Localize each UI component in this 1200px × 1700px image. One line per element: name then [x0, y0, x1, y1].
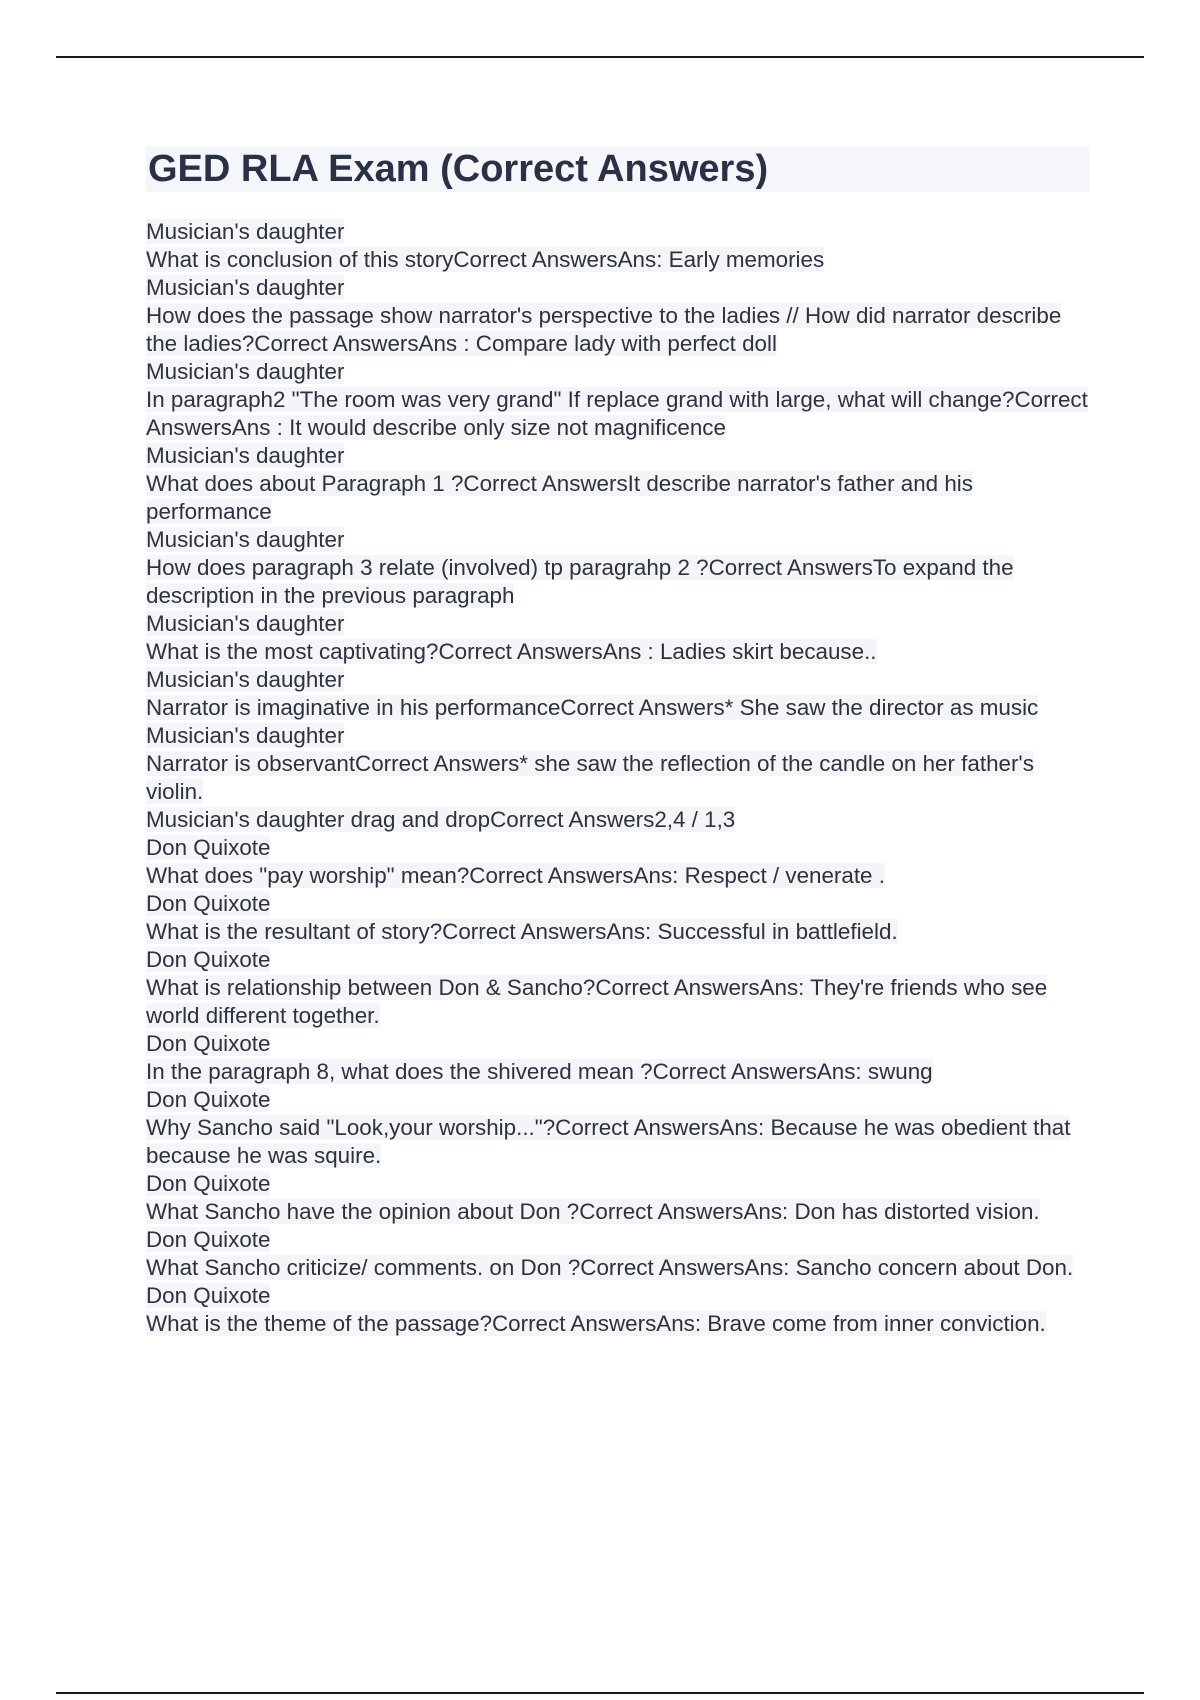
entry-question-answer: What is the resultant of story?Correct AnswersAns: Successful in battlefield.: [146, 919, 898, 944]
entry-question-answer: What is the most captivating?Correct AnswersAns : Ladies skirt because..: [146, 639, 877, 664]
page-title: GED RLA Exam (Correct Answers): [146, 146, 1090, 192]
entry-question-answer: Why Sancho said "Look,your worship..."?Correct AnswersAns: Because he was obedient that because he was squire.: [146, 1115, 1071, 1168]
entry-question-answer: In paragraph2 "The room was very grand" If replace grand with large, what will change?Correct AnswersAns : It would describe only size not magnificence: [146, 387, 1088, 440]
entry-topic: Don Quixote: [146, 947, 271, 972]
entry-topic: Don Quixote: [146, 1283, 271, 1308]
entry-question-answer: Narrator is imaginative in his performanceCorrect Answers* She saw the director as music: [146, 695, 1039, 720]
entry-topic: Musician's daughter: [146, 611, 345, 636]
bottom-rule: [56, 1692, 1144, 1694]
entry-topic: Musician's daughter: [146, 667, 345, 692]
document-body: [146, 146, 1090, 1338]
entry-topic: Musician's daughter: [146, 219, 345, 244]
entry-topic: Musician's daughter: [146, 723, 345, 748]
entry-question-answer: Narrator is observantCorrect Answers* she saw the reflection of the candle on her father's violin.: [146, 751, 1034, 804]
entry-question-answer: What is conclusion of this storyCorrect AnswersAns: Early memories: [146, 247, 825, 272]
top-rule: [56, 56, 1144, 58]
entry-question-answer: What Sancho criticize/ comments. on Don ?Correct AnswersAns: Sancho concern about Don.: [146, 1255, 1074, 1280]
entry-topic: Musician's daughter: [146, 359, 345, 384]
entry-topic: Don Quixote: [146, 1171, 271, 1196]
entry-topic: Don Quixote: [146, 1087, 271, 1112]
entry-question-answer: What is the theme of the passage?Correct AnswersAns: Brave come from inner conviction.: [146, 1311, 1046, 1336]
qa-list: [146, 218, 1090, 1338]
entry-question-answer: What Sancho have the opinion about Don ?Correct AnswersAns: Don has distorted vision.: [146, 1199, 1040, 1224]
entry-question-answer: What does "pay worship" mean?Correct AnswersAns: Respect / venerate .: [146, 863, 885, 888]
entry-topic: Don Quixote: [146, 1031, 271, 1056]
entry-question-answer: How does the passage show narrator's perspective to the ladies // How did narrator describe the ladies?Correct AnswersAns : Compare lady with perfect doll: [146, 303, 1062, 356]
entry-question-answer: What does about Paragraph 1 ?Correct AnswersIt describe narrator's father and his performance: [146, 471, 973, 524]
entry-topic: Musician's daughter: [146, 527, 345, 552]
entry-question-answer: How does paragraph 3 relate (involved) tp paragrahp 2 ?Correct AnswersTo expand the description in the previous paragraph: [146, 555, 1014, 608]
entry-topic: Musician's daughter: [146, 275, 345, 300]
entry-question-answer: Musician's daughter drag and dropCorrect Answers2,4 / 1,3: [146, 807, 736, 832]
entry-question-answer: What is relationship between Don & Sancho?Correct AnswersAns: They're friends who see world different together.: [146, 975, 1048, 1028]
entry-topic: Don Quixote: [146, 835, 271, 860]
entry-question-answer: In the paragraph 8, what does the shivered mean ?Correct AnswersAns: swung: [146, 1059, 933, 1084]
entry-topic: Don Quixote: [146, 1227, 271, 1252]
entry-topic: Musician's daughter: [146, 443, 345, 468]
entry-topic: Don Quixote: [146, 891, 271, 916]
